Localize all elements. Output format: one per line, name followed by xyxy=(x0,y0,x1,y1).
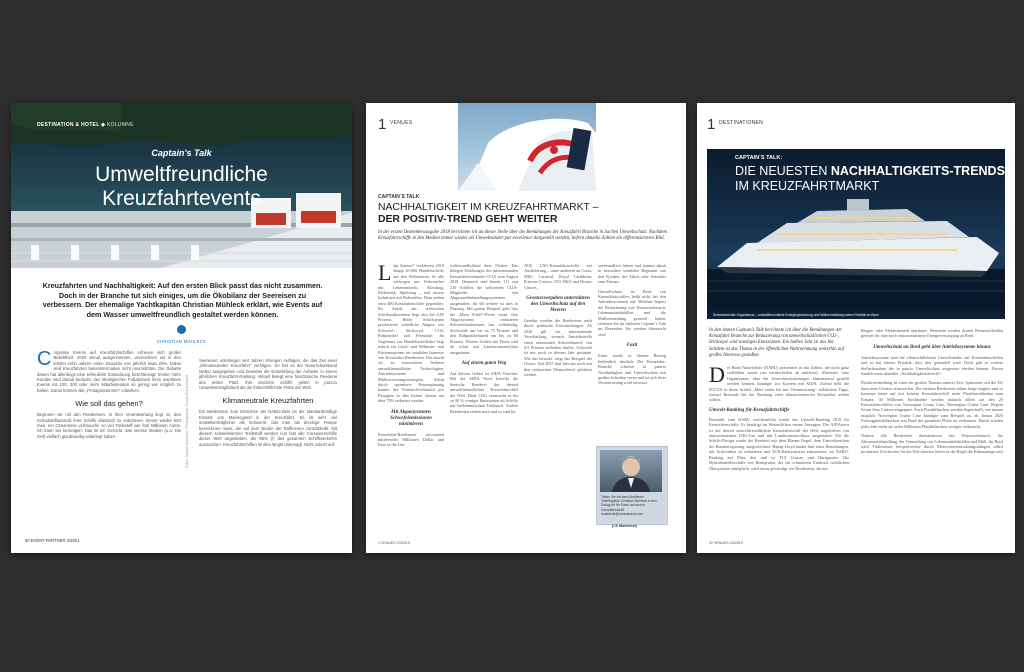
body-text: Auf diesem Gebiet ist AIDA Vorreiter. Mit der AIDA Nova betreibt die deutsche Reederei das derzeit umweltfreundlichste Kreuzfahrtschiff der Welt. Dank LNG verursacht es bis zu 90 % weniger Emissionen als Schiffe mit herkömmlichem Treibstoff. Andere Reedereien ziehen nach und so sind bis xyxy=(450,370,518,414)
body-text: Beginnen wir mit den Reedereien. In ihrer Verantwortung liegt es, den Schadstoffausstoß ihrer Schiffe drastisch zu reduzieren. Immer wieder hört man, ein Ozeanriese verbrauche so viel Treibstoff wie fünf Millionen Autos. Ich kann Sie beruhigen: Das ist ein Gerücht, das seriöse Medien (u.a. Die Zeit) vielfach glaubwürdig widerlegt haben. xyxy=(37,412,181,439)
body-text: Seereisen unterliegen seit Jahren strengen Auflagen, die das Ziel einer „Klimaneutralen Kreuzfahrt“ verfolgen. So hat es der Naturschutzbund NABU ausgegeben und bewertet die Entwicklung der Anbieter in einem jährlichen Kreuzfahrt-Ranking. Aktuell belegt eine französische Reederei den ersten Platz. Ihre dreizehn Schiffe gelten in puncto Umweltverträglichkeit als die fortschrittlichste Flotte der Welt. xyxy=(199,358,337,391)
subheading: Umwelt-Ranking für Kreuzfahrtschiffe xyxy=(709,407,790,413)
body-text: Plastikvermeidung ist eines der großen Themen unserer Zeit. Spätestens seit die EU dazu neue Gesetze erlassen hat. Die meisten Reedereien haben lange reagiert und so kommen heute auf fast keinem Kreuzfahrtschiff mehr Plastikstrohhalme zum Einsatz. 30 Millionen Strohhalme werden dadurch allein auf den 20 Kreuzfahrtschiffen von Norwegian Cruise Line, Norwegian Cruise Line, Regent Seven Seas Cruises eingespart. Auch Plastikflaschen werden abgeschafft, wie immer möglich. Norwegian Cruise Line kündigte zum Beispiel an, ab Januar 2020 Einwegplastikflaschen von Bord der gesamten Flotte zu verbannen. Damit würden jedes Jahr mehr als sechs Millionen Plastikflaschen weniger verbraucht. xyxy=(861,380,1003,429)
dropcap: C xyxy=(37,350,52,370)
subheading: Fazit xyxy=(626,343,638,349)
cruise-ship-night-image xyxy=(707,149,1005,311)
section-tag: DESTINATION & HOTEL ◆ KOLUMNE xyxy=(37,122,134,128)
page-footer: 1 VENUES 03/2019 xyxy=(378,541,410,545)
section-number: 1 xyxy=(378,116,387,133)
tui-funnel-illustration xyxy=(458,103,596,191)
title-line-1: Umweltfreundliche xyxy=(95,163,268,186)
magazine-page-venues xyxy=(366,103,686,553)
page-footer: 60 EVENT PARTNER 2/2021 xyxy=(25,538,80,543)
body-text: Kreuzfahrt-Reedereien investieren mittlerweile Millionen Dollar und Euro in die Um- xyxy=(378,431,444,448)
author-photo-box xyxy=(596,446,668,525)
cruise-ship-hero-image xyxy=(11,103,352,268)
portrait-silhouette xyxy=(600,450,662,492)
headline-line-1: DIE NEUESTEN NACHHALTIGKEITS-TRENDS xyxy=(735,164,1005,178)
column-4 xyxy=(598,263,666,443)
column-3 xyxy=(524,263,592,543)
tag-diamond-icon: ◆ xyxy=(101,122,108,128)
body-text: orporate Events auf Kreuzfahrtschiffen erfreuen sich großer Beliebtheit. 2020 niimal ausgenommen, verzeichnen wir in den letzten zehn Jahren einen Zuwachs von jährlich etwa 20%. Dabei sind Kreuzfahrten bekanntermaßen nicht unumstritten. Die Debatte darum hat allerdings eine erfreuliche Entwicklung beschleunigt: Immer mehr Kunden sind darauf bedacht, den ökologischen Fußabdruck ihres maritimen Events mit 100, 300 oder mehr Mitarbeitenden so gering wie möglich zu halten. Daran können alle „Protagonistinnen“ mitwirken. xyxy=(37,350,181,393)
subheading: Klimaneutrale Kreuzfahrten xyxy=(222,396,314,406)
section-number: 1 xyxy=(707,116,716,133)
lead-paragraph: Kreuzfahrten und Nachhaltigkeit: Auf den ersten Blick passt das nicht zusammen. Doch in der Branche tut sich einiges, um die Ökobilanz der Seereisen zu verbessern. Der ehemalige Yachtkapitän Christian Mühleck erklärt, wie Events auf dem Wasser umweltfreundlich gestaltet werden können. xyxy=(42,281,323,319)
headline-line-1: NACHHALTIGKEIT IM KREUZFAHRTMARKT – xyxy=(378,202,599,213)
dropcap: L xyxy=(378,263,392,285)
headline-line-2: IM KREUZFAHRTMARKT xyxy=(735,179,880,193)
kicker: Captain's Talk xyxy=(151,148,212,158)
ship-funnel-image xyxy=(458,103,596,191)
subheading: Wie soll das gehen? xyxy=(75,399,143,409)
column-2 xyxy=(861,328,1003,542)
author-avatar-icon xyxy=(177,325,186,334)
lead-paragraph: In der ersten Dezemberausgabe 2018 berichtete ich an dieser Stelle über die Bemühungen der Kreuzfahrt Branche in Sachen Umweltschutz. Nachdem Kreuzfahrtschiffe in den Medien immer wieder als Umweltsünder par excellence dargestellt werden, liefern aktuelle Zahlen ein differenzierteres Bild. xyxy=(378,230,667,242)
column-1 xyxy=(709,365,849,541)
signature: (Ch Muemmer) xyxy=(612,524,638,528)
lead-paragraph: In den letzten Captain's Talk berichtete ich über die Bemühungen der Kreuzfahrt Branche zur Reduzierung von umweltschädlichen CO2-, Stickoxyd- und sonstigen Emissionen. Ein halbes Jahr ist das her. Seitdem ist das Thema in der öffentlichen Wahrnehmung weiterhin auf großes Interesse gestoßen. xyxy=(709,328,844,358)
body-text: seefreundlich fahren und kommt damit in besonders sensiblen Regionen wie den Fjorden, der Arktis oder Antarktis zum Einsatz. xyxy=(598,263,666,285)
subheading: Auf einem guten Weg xyxy=(461,360,507,366)
body-text: Genährt werden die Reedereien auch durch politische Entscheidungen. Ab 2020 gilt ein internationale Verschärfung, wonach Antriebsstoffe einen maximalen Schwefelanteil von 0,5 Prozent enthalten dürfen. Schwefel ist nur noch in diesem Jahr gestattet. Wie das bewirkt, zeigt das Beispiel der Ostsee: Seit 2015 darf hier nur noch mit den reduzierten Marinediesel gefahren werden. xyxy=(524,318,592,378)
column-label: CAPTAIN´S TALK xyxy=(378,194,420,200)
body-text: weltfreundlichkeit ihrer Flotten. Das belegen Erhebungen des internationalen Kreuzfahrtverbandes CLIA vom August 2018. Demnach sind bereits 111 von 210 Schiffen der weltweiten CLIA-Mitglieder mit Abgasnachbehandlungssystemen ausgestattet, für 60 weitere ist dies in Planung. Mit gutem Beispiel geht hier die „Mein Schiff“-Flotte voran. Ihre Abgassysteme reduzieren Schwefelemissionen fast vollständig, Stickoxide um bis zu 75 Prozent und den Rußpartikelanteil um bis zu 60 Prozent. Weitere Schiffe der Flotte sind ab sofort mit Landstromanschluss ausgestattet. xyxy=(450,263,518,355)
body-text: Biogas- oder Elektroantrieb umrüsten. Weiterhin werden derzeit Brennstoffzellen getestet für eine noch emissionsärmere Energieversorgung an Bord. xyxy=(861,328,1003,339)
dropcap: D xyxy=(709,365,725,387)
body-text: Umweltschutz an Bord von Kreuzfahrtschiffen heißt nicht bei den Antriebssystemen auf. Welchen Impact die Reduzierung von Wasserverbrauch, Lebensmittelabfällen und die Müllvermeidung generell haben, erfahren Sie im nächsten Captain´s Talk im Dezember. Sie werden überrascht sein! xyxy=(598,288,666,337)
title-line-2: Kreuzfahrtevents xyxy=(102,187,261,210)
author-portrait-image xyxy=(600,450,662,492)
subheading: Mit Abgassystemen Schwefelemissionen minimieren xyxy=(390,409,432,427)
body-text: Antriebssysteme sind die offensichtlichsten Umweltsünder auf Kreuzfahrtschiffen und so hat ebenso Priorität, dass hier gehandelt wird. Doch gibt es weitere Stellschrauben, die in puncto Umweltschutz umgesetzt werden können. Davon handelt mein aktueller „Nachhaltigkeitsbericht“: xyxy=(861,354,1003,377)
page-title xyxy=(11,163,352,211)
body-text: 2026 LNG-Kreuzfahrtschiffe zur Auslieferung – unter anderem an Costa, MSC, Carnival, Royal Caribbean, Princess Cruises, TUI, P&O und Disney Cruises. xyxy=(524,263,592,290)
magazine-page-destinationen xyxy=(697,103,1015,553)
section-label: VENUES xyxy=(390,120,413,126)
column-2 xyxy=(199,358,337,538)
body-text: aut Statista* verkehrten 2018 knapp 43.000 Handelsschiffe auf den Weltmeeren. So alle versorgen uns Verbraucher mit Lebensmitteln, Kleidung, Elektronik, Spielzeug – und unsere Industrien mit Rohstoffen. Dem stehen etwa 400 Kreuzfahrtschiffe gegenüber. Ihr Anteil am weltweiten Schiffsaufkommen liegt also bei 0,83 Prozent. Beide Schiffstypen produzieren schädliche Abgase wie Schwefel, Stickoxyd, CO2, Rußpartikel und Feinstaub. Im Gegensatz zur Handelsschifffahrt liegt jedoch ein Lokal- und Weltmeer- und Küstenregionen im sensiblen Interesse von Kreuzfahrt-Reedereien. Das macht sie zu innovativen Treibern umweltfreundlicher Technologien, Antriebssysteme und Müllverwertungsstrategien. Allein durch optimierte Routenplanung konnte der Treibstoffverbrauch pro Passagier in den letzten Jahren um über 70% reduziert werden. xyxy=(378,263,444,404)
page-footer: 22 VENUES 03/2019 xyxy=(709,541,743,545)
column-1 xyxy=(37,350,181,540)
body-text: Ein Meilenstein zum Erreichen der NABU-Ziele ist der standardmäßige Einsatz von Marinegasöl in der Kreuzfahrt. Es ist sehr viel umweltverträglicher als Schweröl, das man als dreckige Pampe bezeichnen muss, die auf dem Boden der Raffinerien zurückbleibt. Mit diesem schwefelarmen Treibstoff werden nun fast alle Containerschiffe dieser Welt angetrieben, die 95% (!) des gesamten Schiffsverkehrs ausmachen. Kreuzfahrtschiffen ist dies längst untersagt. Nicht zuletzt auf- xyxy=(199,409,337,447)
body-text: Ebenfalls vom NABU veröffentlicht wurde das Umwelt-Ranking 2019 für Kreuzfahrtschiffe. Es bestätigt im Wesentlichen meine Aussagen: Die AIDAnova ist das derzeit umweltfreundlichste Kreuzfahrtschiff der Welt, angetrieben von emissionsarmen LNG-Gas und mit Landstromanschluss ausgestattet. Für die Schiffs-Design wurde die Reederei mit dem Blauen Engel, dem Umweltzeichen der Bundesregierung, ausgezeichnet. Hapag-Lloyd landet fünf seine Bemühungen, mit Schwerölen zu reduzieren und SCR-Katalysatoren einzusetzen, im NABU-Ranking auf Platz drei und ist TUI Cruises und Hurtigruten. Die Hybridantriebsschiffe von Hurtigruten, der ein schmaleren Eindruck rechtlichen Ökosysteme ermöglicht, wird etwas gewürdigt wie Reedereien, die auf xyxy=(709,416,849,471)
body-text: er Bund Naturschutz (NABU) präsentiert in mit Zahlen, die nicht ganz verblüffen waren (sie extstierhelten ab mittlerer). Alternativ, eine Organisation, über die Umweltorientierungen klimaneutral gestellt werden können, kündigte vor Kurzem mit AIDA. Zuletzt hebt die FOCUS in ihren Artikel „Mere reden bei mit Verantwortung“ reflektierte Tipps, worauf Reisende bei der Buchung einer klimaorientierten Kreuzfahrt achten sollten. xyxy=(709,365,849,403)
column-2 xyxy=(450,263,518,543)
magazine-page-event-partner xyxy=(11,103,352,553)
subheading: Gesetzesvorgaben unterstützen den Umweltschutz auf den Meeren xyxy=(526,296,590,314)
image-caption: Schwimmender Organismus – umweltfreundliche Energiegewinnung und Müllvermeidung haben Priorität an Bord. xyxy=(707,311,1005,319)
body-text: Nahezu alle Reedereien thematisieren den Wasserverbrauch, die Abwasserbehandlung, die Vermeidung von Lebensmittelabfällen und Müll. An Bord wird Trinkwasser beispielsweise durch Meerwasserentsalzungsanlagen selbst produziert. Erschwerer für die Wäschereien liefert in der Regel die Klimaanlage und xyxy=(861,433,1003,455)
body-text: Eines wurde in diesem Beitrag hoffentlich deutlich: Die Kreuzfahrt-Branche schreitet in puncto Nachhaltigkeit und Umweltschutz mit großen Schritten voran und ist sich ihrer Verantwortung wohl bewusst. xyxy=(598,353,666,386)
column-1 xyxy=(378,263,444,543)
section-label: DESTINATIONEN xyxy=(719,120,764,126)
headline-line-2: DER POSITIV-TREND GEHT WEITER xyxy=(378,214,558,225)
subheading: Umweltschutz an Bord geht über Antriebssysteme hinaus xyxy=(873,344,991,350)
photo-caption: Tieten Sie mit dem Maritimen Yachtkapitän Christian Mühleck in den Dialog für Ihr Event auf einem Kreuzfahrtschiff. muehleck@oceanevent.com xyxy=(601,495,657,516)
author-name: CHRISTIAN MÜHLECK xyxy=(156,339,207,344)
column-label: CAPTAIN´S TALK: xyxy=(735,155,783,161)
photo-credit: Fotos: Sylvain Sabourin / Photography; Ocean Event GmbH xyxy=(185,375,189,468)
